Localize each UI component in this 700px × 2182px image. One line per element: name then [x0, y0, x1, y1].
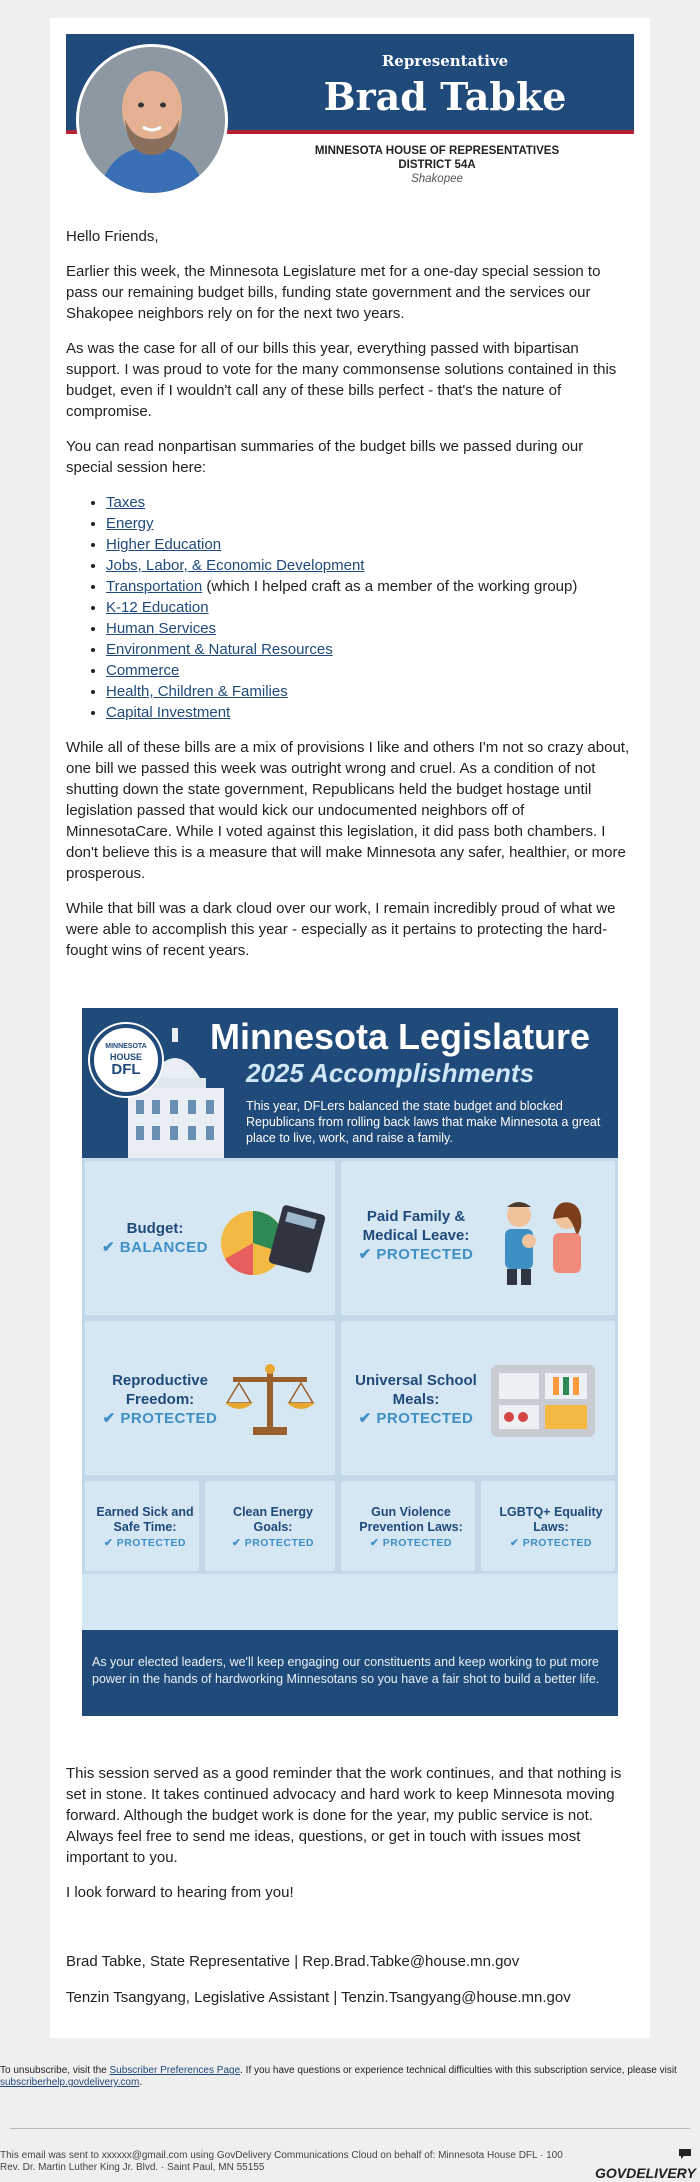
clean-energy-label: Clean Energy Goals: — [233, 1505, 313, 1534]
clean-energy-status: PROTECTED — [244, 1537, 314, 1549]
closing-section — [66, 1763, 634, 1917]
closing-paragraph-1: This session served as a good reminder that the work continues, and that nothing is set in stone. It takes continued advocacy and hard work to keep Minnesota moving forward. Although the budget work is done for the year, my public service is not. Always feel free to send me ideas, questions, or get in touch with issues most important to you. — [66, 1765, 622, 1866]
email-body — [66, 226, 634, 975]
cell-paid-leave-text — [351, 1207, 481, 1264]
budget-status: BALANCED — [119, 1239, 208, 1256]
house-dfl-logo — [90, 1024, 162, 1096]
infographic-footer: As your elected leaders, we'll keep engaging our constituents and keep working to put more power in the hands of hardworking Minnesotans so you have a fair shot to build a better life. — [82, 1630, 618, 1716]
infographic-subtitle: 2025 Accomplishments — [246, 1058, 535, 1088]
link-jobs-labor[interactable]: Jobs, Labor, & Economic Development — [106, 557, 365, 574]
list-item — [106, 639, 634, 660]
link-human-services[interactable]: Human Services — [106, 620, 217, 637]
paragraph-3: You can read nonpartisan summaries of the budget bills we passed during our special session here: — [66, 438, 584, 476]
link-suffix: (which I helped craft as a member of the working group) — [202, 578, 578, 595]
link-k12-education[interactable]: K-12 Education — [106, 599, 209, 616]
lgbtq-label: LGBTQ+ Equality Laws: — [499, 1505, 603, 1534]
reproductive-label: Reproductive Freedom: — [112, 1372, 208, 1408]
reproductive-status: PROTECTED — [120, 1410, 218, 1427]
subscriber-help-link[interactable]: subscriberhelp.govdelivery.com — [0, 2077, 140, 2088]
infographic-header — [82, 1008, 618, 1158]
chat-bubble-icon — [678, 2148, 692, 2160]
rep-name: Brad Tabke — [323, 74, 567, 119]
paragraph-5: While that bill was a dark cloud over our work, I remain incredibly proud of what we were able to accomplish this year - especially as it pertains to protecting the hard-fought wins of recent years. — [66, 900, 616, 959]
district-info — [240, 144, 634, 186]
list-item — [106, 597, 634, 618]
check-icon: ✔ — [102, 1410, 121, 1427]
infographic-title: Minnesota Legislature — [210, 1016, 591, 1057]
list-item — [106, 576, 634, 597]
list-item — [106, 618, 634, 639]
family-icon — [489, 1197, 599, 1287]
link-environment[interactable]: Environment & Natural Resources — [106, 641, 333, 658]
rep-label: Representative — [381, 52, 509, 70]
school-meals-status: PROTECTED — [376, 1410, 474, 1427]
cell-reproductive — [82, 1318, 338, 1478]
cell-clean-energy — [202, 1478, 338, 1574]
gun-violence-label: Gun Violence Prevention Laws: — [359, 1505, 463, 1534]
link-commerce[interactable]: Commerce — [106, 662, 180, 679]
closing-paragraph-2: I look forward to hearing from you! — [66, 1884, 294, 1901]
logo-text-2: HOUSE — [109, 1052, 142, 1062]
school-meals-label: Universal School Meals: — [355, 1372, 477, 1408]
signature-rep: Brad Tabke, State Representative | Rep.Brad.Tabke@house.mn.gov — [66, 1953, 520, 1970]
check-icon: ✔ — [102, 1239, 120, 1256]
sent-notice: This email was sent to xxxxxx@gmail.com using GovDelivery Communications Cloud on behalf of: Minnesota House DFL · 100 Rev. Dr. Martin Luther King Jr. Blvd. · Saint Paul, MN 55155 — [0, 2150, 563, 2173]
cell-school-meals-text — [351, 1371, 481, 1428]
unsubscribe-notice — [0, 2065, 700, 2089]
paragraph-1: Earlier this week, the Minnesota Legislature met for a one-day special session to pass our remaining budget bills, funding state government and the services our Shakopee neighbors rely on for the next two years. — [66, 263, 601, 322]
logo-text-1: MINNESOTA — [105, 1043, 147, 1050]
link-higher-education[interactable]: Higher Education — [106, 536, 222, 553]
portrait-image — [79, 47, 225, 193]
org-name: MINNESOTA HOUSE OF REPRESENTATIVES — [314, 145, 560, 157]
unsub-mid: . If you have questions or experience technical difficulties with this subscription service, please visit — [240, 2065, 677, 2076]
list-item — [106, 534, 634, 555]
gun-violence-status: PROTECTED — [382, 1537, 452, 1549]
subscriber-preferences-link[interactable]: Subscriber Preferences Page — [109, 2065, 241, 2076]
district-name: DISTRICT 54A — [398, 159, 476, 171]
unsub-end: . — [139, 2077, 143, 2088]
govdelivery-brand: GOVDELIVERY — [595, 2165, 696, 2181]
check-icon: ✔ — [104, 1537, 117, 1549]
paragraph-4: While all of these bills are a mix of provisions I like and others I'm not so crazy about, one bill we passed this week was outright wrong and cruel. As a condition of not shutting down the state government, Republicans held the budget hostage until legislation passed that would kick our undocumented neighbors off of MinnesotaCare. While I voted against this legislation, it did pass both chambers. I don't believe this is a measure that will make Minnesota any safer, healthier, or more prosperous. — [66, 739, 630, 882]
scales-icon — [225, 1361, 315, 1441]
pie-calculator-icon — [215, 1201, 325, 1281]
footer-divider — [10, 2128, 690, 2129]
accomplishments-infographic — [82, 1008, 618, 1716]
check-icon: ✔ — [358, 1246, 377, 1263]
list-item — [106, 492, 634, 513]
cell-lgbtq — [478, 1478, 618, 1574]
budget-links-list — [66, 492, 634, 723]
cell-reproductive-text — [95, 1371, 225, 1428]
lunch-tray-icon — [491, 1365, 595, 1437]
list-item — [106, 681, 634, 702]
check-icon: ✔ — [510, 1537, 523, 1549]
link-taxes[interactable]: Taxes — [106, 494, 146, 511]
govdelivery-logo — [595, 2165, 696, 2181]
cell-budget — [82, 1158, 338, 1318]
paragraph-2: As was the case for all of our bills this year, everything passed with bipartisan support. I was proud to vote for the many commonsense solutions contained in this budget, even if I wouldn't call any of these bills perfect - that's the nature of compromise. — [66, 340, 617, 420]
cell-sick-time — [82, 1478, 202, 1574]
list-item — [106, 555, 634, 576]
cell-school-meals — [338, 1318, 618, 1478]
paid-leave-label: Paid Family & Medical Leave: — [362, 1208, 470, 1244]
email-card — [50, 18, 650, 2038]
signature-assistant: Tenzin Tsangyang, Legislative Assistant | Tenzin.Tsangyang@house.mn.gov — [66, 1989, 571, 2006]
sick-time-status: PROTECTED — [116, 1537, 186, 1549]
cell-lgbtq-text — [489, 1505, 613, 1551]
check-icon: ✔ — [358, 1410, 377, 1427]
lgbtq-status: PROTECTED — [522, 1537, 592, 1549]
sick-time-label: Earned Sick and Safe Time: — [96, 1505, 194, 1534]
link-capital-investment[interactable]: Capital Investment — [106, 704, 231, 721]
cell-paid-leave — [338, 1158, 618, 1318]
cell-budget-text — [95, 1219, 215, 1257]
cell-gun-violence — [338, 1478, 478, 1574]
city-name: Shakopee — [411, 173, 463, 185]
budget-label: Budget: — [126, 1220, 184, 1237]
link-health[interactable]: Health, Children & Families — [106, 683, 288, 700]
list-item — [106, 702, 634, 723]
logo-text-3: DFL — [111, 1061, 141, 1078]
check-icon: ✔ — [370, 1537, 383, 1549]
rep-photo — [76, 44, 228, 196]
greeting: Hello Friends, — [66, 228, 159, 245]
infographic-description: This year, DFLers balanced the state budget and blocked Republicans from rolling back laws that make Minnesota a great place to live, work, and raise a family. — [246, 1099, 601, 1145]
unsub-prefix: To unsubscribe, visit the — [0, 2065, 110, 2076]
paid-leave-status: PROTECTED — [376, 1246, 474, 1263]
cell-clean-energy-text — [215, 1505, 331, 1551]
check-icon: ✔ — [232, 1537, 245, 1549]
list-item — [106, 660, 634, 681]
cell-sick-time-text — [91, 1505, 199, 1551]
link-energy[interactable]: Energy — [106, 515, 154, 532]
list-item — [106, 513, 634, 534]
cell-gun-violence-text — [349, 1505, 473, 1551]
link-transportation[interactable]: Transportation — [106, 578, 203, 595]
